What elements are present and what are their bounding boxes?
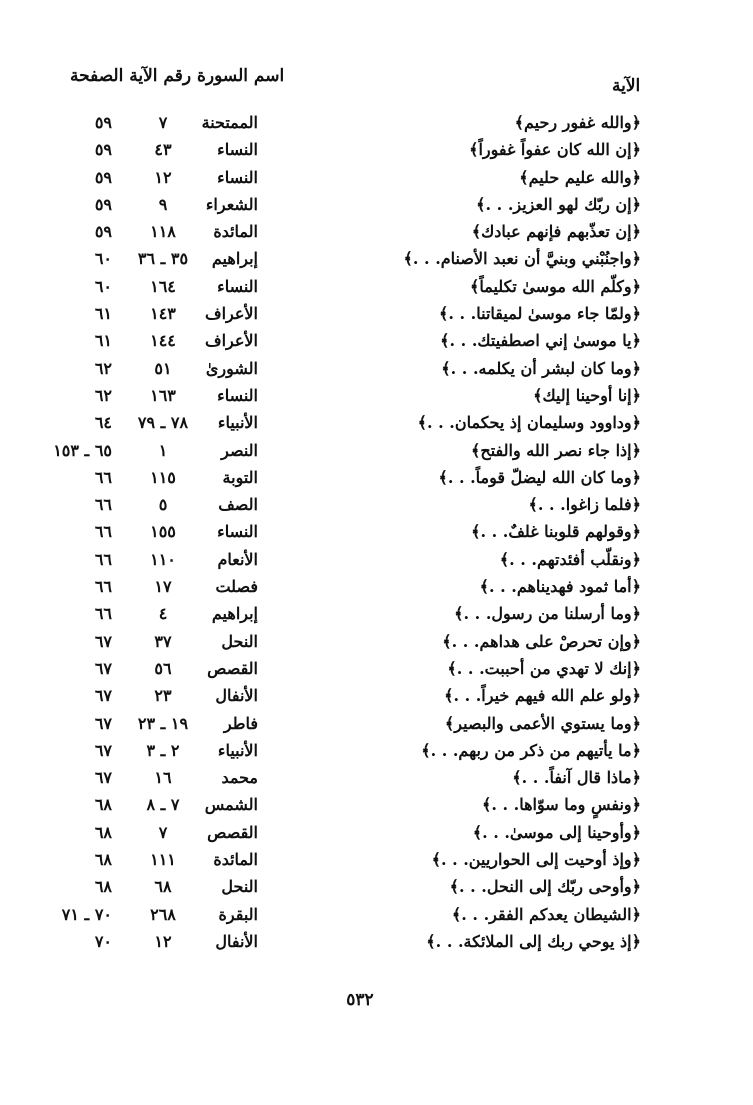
surah-name: الصف	[218, 495, 258, 515]
surah-name: إبراهيم	[211, 249, 258, 269]
ayah-number: ٩	[158, 194, 168, 214]
ayah-number: ٢٦٨	[150, 904, 176, 924]
page-ref: ٦٧	[94, 768, 112, 788]
ayah-number: ١	[158, 440, 168, 460]
ayah-text: ﴿ونفسٍ وما سوّاها. . .﴾	[481, 795, 641, 815]
ayah-text: ﴿إذا جاء نصر الله والفتح﴾	[471, 440, 641, 460]
surah-name: الأعراف	[205, 304, 258, 324]
ayah-text: ﴿إن الله كان عفواً غفوراً﴾	[469, 140, 641, 160]
surah-name: النساء	[217, 522, 258, 542]
table-row	[0, 686, 753, 713]
ayah-number: ٣٧	[154, 631, 172, 651]
page-ref: ٦٦	[94, 495, 112, 515]
surah-name: النصر	[221, 440, 258, 460]
page-ref: ٦٨	[94, 795, 112, 815]
table-row	[0, 413, 753, 440]
ayah-number: ٧	[158, 822, 168, 842]
surah-name: المائدة	[213, 850, 258, 870]
ayah-number: ٧ ـ ٨	[146, 795, 180, 815]
ayah-text: ﴿وكلّم الله موسىٰ تكليماً﴾	[469, 276, 641, 296]
surah-name: القصص	[207, 658, 258, 678]
table-row	[0, 304, 753, 331]
surah-name: محمد	[221, 768, 258, 788]
table-row	[0, 249, 753, 276]
index-table	[0, 113, 753, 959]
page-ref: ٦٢	[94, 385, 112, 405]
surah-name: الأنفال	[215, 686, 258, 706]
ayah-text: ﴿والله عليم حليم﴾	[519, 167, 641, 187]
table-row	[0, 795, 753, 822]
table-row	[0, 331, 753, 358]
table-row	[0, 359, 753, 386]
page-ref: ٧٠	[94, 931, 112, 951]
ayah-text: ﴿وما يستوي الأعمى والبصير﴾	[444, 713, 641, 733]
surah-name: إبراهيم	[211, 604, 258, 624]
table-row	[0, 877, 753, 904]
page-ref: ٥٩	[94, 222, 112, 242]
page-ref: ٥٩	[94, 113, 112, 132]
surah-name: النساء	[217, 140, 258, 160]
table-row	[0, 222, 753, 249]
table-row	[0, 495, 753, 522]
ayah-text: ﴿ولو علم الله فيهم خيراً. . .﴾	[444, 686, 641, 706]
ayah-text: ﴿إذ يوحي ربك إلى الملائكة. . .﴾	[426, 931, 641, 951]
page-number: ٥٣٢	[346, 990, 374, 1010]
page-ref: ٥٩	[94, 140, 112, 160]
table-row	[0, 113, 753, 140]
ayah-text: ﴿وإن تحرصْ على هداهم. . .﴾	[442, 631, 641, 651]
surah-name: التوبة	[222, 467, 258, 487]
ayah-text: ﴿فلما زاغوا. . .﴾	[528, 495, 641, 515]
surah-ayah-page-column-header: اسم السورة رقم الآية الصفحة	[70, 66, 285, 86]
ayah-number: ١٤٤	[150, 331, 176, 351]
ayah-text: ﴿ونقلّب أفئدتهم. . .﴾	[499, 549, 641, 569]
page-ref: ٦٦	[94, 549, 112, 569]
page-ref: ٦٧	[94, 686, 112, 706]
ayah-number: ٢ ـ ٣	[146, 740, 180, 760]
page-ref: ٦٦	[94, 467, 112, 487]
page-ref: ٦٥ ـ ١٥٣	[53, 440, 112, 460]
page-ref: ٦١	[94, 304, 112, 324]
table-row	[0, 850, 753, 877]
ayah-number: ٥٦	[154, 658, 172, 678]
ayah-text: ﴿وأوحينا إلى موسىٰ. . .﴾	[472, 822, 641, 842]
ayah-text: ﴿وإذ أوحيت إلى الحواريين. . .﴾	[431, 850, 641, 870]
ayah-text: ﴿ماذا قال آنفاً. . .﴾	[512, 768, 641, 788]
page-ref: ٦٠	[94, 276, 112, 296]
table-row	[0, 823, 753, 850]
ayah-number: ١٤٣	[150, 304, 176, 324]
page-ref: ٥٩	[94, 167, 112, 187]
table-row	[0, 768, 753, 795]
table-row	[0, 441, 753, 468]
ayah-text: ﴿وداوود وسليمان إذ يحكمان. . .﴾	[417, 413, 641, 433]
ayah-text: ﴿وما كان لبشر أن يكلمه. . .﴾	[441, 358, 641, 378]
surah-name: النحل	[221, 631, 258, 651]
ayah-number: ٢٣	[154, 686, 172, 706]
ayah-text: ﴿إنك لا تهدي من أحببت. . .﴾	[447, 658, 641, 678]
table-row	[0, 905, 753, 932]
ayah-text: ﴿إنا أوحينا إليك﴾	[533, 385, 641, 405]
surah-name: البقرة	[218, 904, 258, 924]
page-ref: ٧٠ ـ ٧١	[61, 904, 112, 924]
table-row	[0, 522, 753, 549]
page-ref: ٦٤	[94, 413, 112, 433]
page-ref: ٦٢	[94, 358, 112, 378]
page-ref: ٥٩	[94, 194, 112, 214]
ayah-text: ﴿يا موسىٰ إني اصطفيتك. . .﴾	[440, 331, 641, 351]
ayah-text: ﴿والله غفور رحيم﴾	[514, 113, 641, 132]
page-ref: ٦١	[94, 331, 112, 351]
page-ref: ٦٦	[94, 604, 112, 624]
ayah-column-header: الآية	[612, 76, 641, 96]
table-row	[0, 659, 753, 686]
page-ref: ٦٧	[94, 658, 112, 678]
ayah-number: ٣٥ ـ ٣٦	[137, 249, 189, 269]
table-row	[0, 550, 753, 577]
surah-name: الشعراء	[205, 194, 258, 214]
surah-name: النحل	[221, 877, 258, 897]
ayah-number: ١٢	[154, 167, 172, 187]
page-ref: ٦٨	[94, 822, 112, 842]
ayah-number: ١١١	[150, 850, 176, 870]
ayah-text: ﴿إن تعذّبهم فإنهم عبادك﴾	[471, 222, 641, 242]
surah-name: المائدة	[213, 222, 258, 242]
page-ref: ٦٨	[94, 877, 112, 897]
ayah-number: ١١٨	[150, 222, 176, 242]
surah-name: الشمس	[204, 795, 258, 815]
page-ref: ٦٧	[94, 740, 112, 760]
ayah-number: ١٦	[154, 768, 172, 788]
ayah-number: ١٩ ـ ٢٣	[137, 713, 189, 733]
surah-name: النساء	[217, 167, 258, 187]
ayah-text: ﴿ما يأتيهم من ذكر من ربهم. . .﴾	[421, 740, 641, 760]
ayah-text: ﴿وما كان الله ليضلّ قوماً. . .﴾	[438, 467, 641, 487]
table-row	[0, 140, 753, 167]
surah-name: الأنعام	[217, 549, 258, 569]
ayah-number: ٧٨ ـ ٧٩	[137, 413, 189, 433]
table-row	[0, 632, 753, 659]
ayah-text: ﴿أما ثمود فهديناهم. . .﴾	[479, 577, 641, 597]
ayah-number: ٤	[158, 604, 168, 624]
table-row	[0, 468, 753, 495]
ayah-text: ﴿إن ربّك لهو العزيز. . .﴾	[476, 194, 641, 214]
surah-name: فاطر	[223, 713, 258, 733]
ayah-number: ١١٠	[150, 549, 176, 569]
page-ref: ٦٦	[94, 522, 112, 542]
surah-name: النساء	[217, 385, 258, 405]
surah-name: الأنبياء	[217, 740, 258, 760]
ayah-text: ﴿الشيطان يعدكم الفقر. . .﴾	[451, 904, 641, 924]
table-row	[0, 932, 753, 959]
table-row	[0, 577, 753, 604]
page-ref: ٦٦	[94, 577, 112, 597]
ayah-number: ١٧	[154, 577, 172, 597]
page-ref: ٦٨	[94, 850, 112, 870]
ayah-text: ﴿وقولهم قلوبنا غلفٌ. . .﴾	[471, 522, 641, 542]
ayah-text: ﴿وأوحى ربّك إلى النحل. . .﴾	[449, 877, 641, 897]
page-ref: ٦٧	[94, 713, 112, 733]
surah-name: الشورىٰ	[205, 358, 258, 378]
ayah-number: ١٥٥	[150, 522, 176, 542]
ayah-number: ١٢	[154, 931, 172, 951]
ayah-number: ٦٨	[154, 877, 172, 897]
ayah-number: ٥	[158, 495, 168, 515]
ayah-number: ١١٥	[150, 467, 176, 487]
ayah-text: ﴿ولمّا جاء موسىٰ لميقاتنا. . .﴾	[439, 304, 641, 324]
ayah-text: ﴿وما أرسلنا من رسول. . .﴾	[454, 604, 641, 624]
table-row	[0, 277, 753, 304]
ayah-number: ٧	[158, 113, 168, 132]
ayah-text: ﴿واجنُبْني وبنيَّ أن نعبد الأصنام. . .﴾	[403, 249, 641, 269]
surah-name: القصص	[207, 822, 258, 842]
table-row	[0, 741, 753, 768]
page-ref: ٦٧	[94, 631, 112, 651]
ayah-number: ٤٣	[154, 140, 172, 160]
table-row	[0, 195, 753, 222]
page-ref: ٦٠	[94, 249, 112, 269]
surah-name: الممتحنة	[201, 113, 258, 132]
table-row	[0, 714, 753, 741]
surah-name: الأنبياء	[217, 413, 258, 433]
ayah-number: ٥١	[154, 358, 172, 378]
table-row	[0, 386, 753, 413]
surah-name: الأنفال	[215, 931, 258, 951]
surah-name: النساء	[217, 276, 258, 296]
table-row	[0, 168, 753, 195]
surah-name: الأعراف	[205, 331, 258, 351]
table-row	[0, 604, 753, 631]
ayah-number: ١٦٣	[150, 385, 176, 405]
surah-name: فصلت	[215, 577, 258, 597]
ayah-number: ١٦٤	[150, 276, 176, 296]
